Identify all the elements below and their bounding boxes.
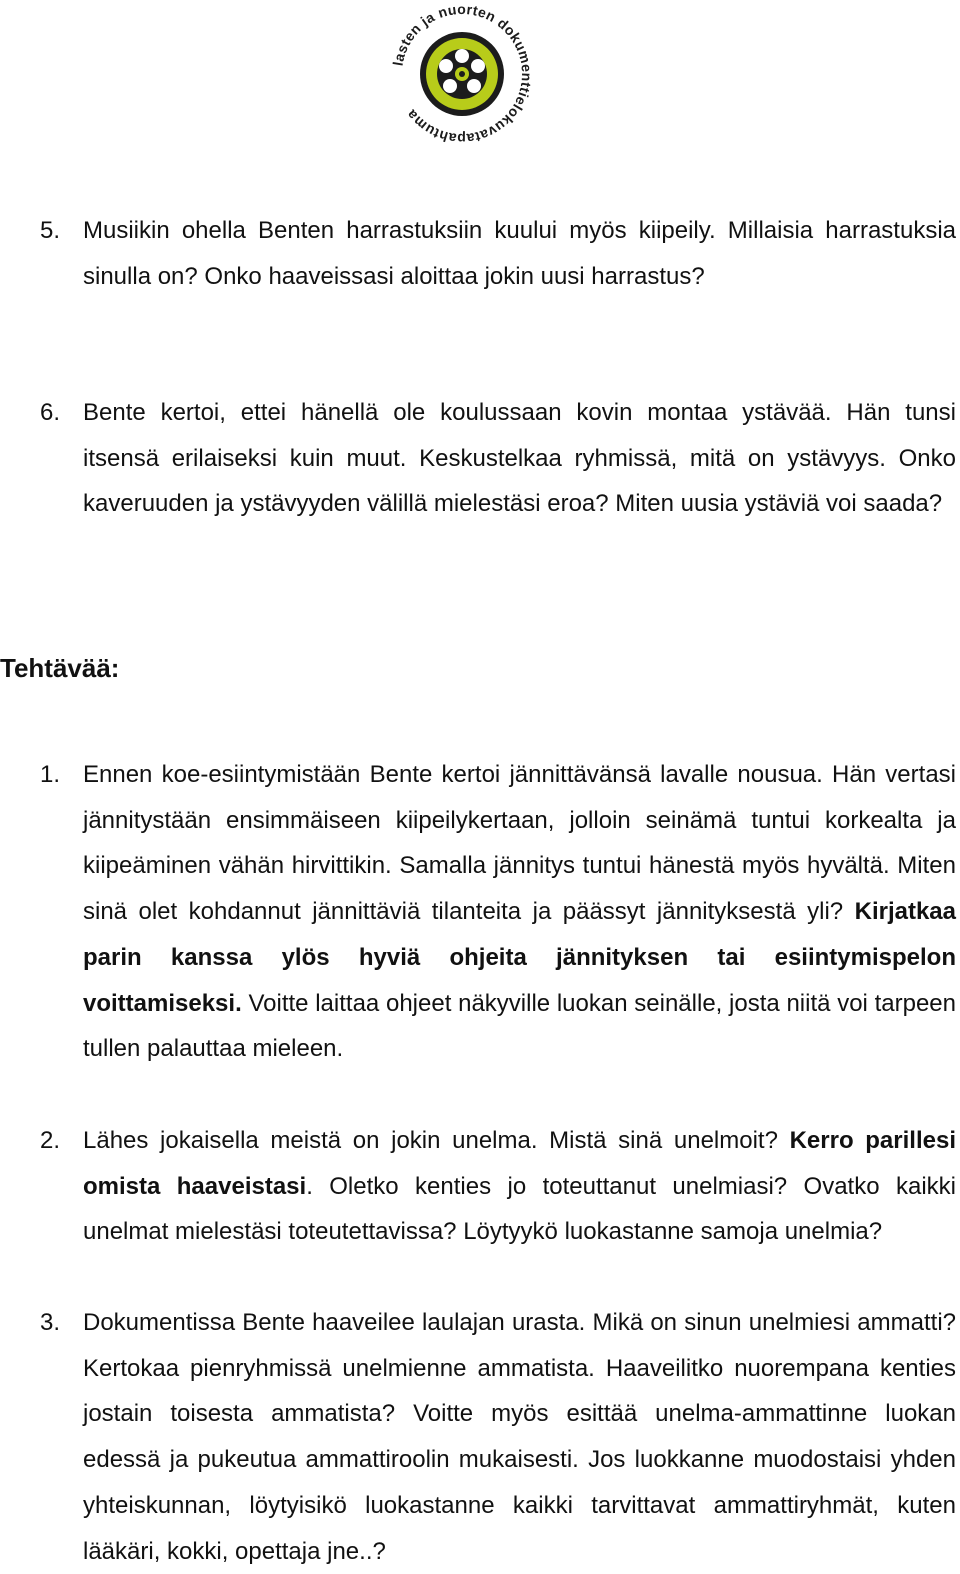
question-number: 5.: [40, 217, 61, 244]
task-bold-instruction: Kirjatkaa parin kanssa ylös hyviä ohjeita jännityksen tai esiintymispelon voittamiseksi.: [83, 898, 956, 1017]
task-text-part: Lähes jokaisella meistä on jokin unelma. Mistä sinä unelmoit?: [83, 1127, 790, 1154]
task-text-part: Ennen koe-esiintymistään Bente kertoi jännittävänsä lavalle nousua. Hän vertasi jännitystään ensimmäiseen kiipeilykertaan, jolloin seinämä tuntui korkealta ja kiipeäminen vähän hirvittikin. Samalla jännitys tuntui hänestä myös hyvältä. Miten sinä olet kohdannut jännittäviä tilanteita ja päässyt jännityksestä yli?: [83, 761, 956, 926]
task-text-part: Voitte laittaa ohjeet näkyville luokan seinälle, josta niitä voi tarpeen tullen palauttaa mieleen.: [83, 989, 956, 1063]
question-text: Musiikin ohella Benten harrastuksiin kuului myös kiipeily. Millaisia harrastuksia sinulla on? Onko haaveissasi aloittaa jokin uusi harrastus?: [83, 217, 956, 290]
task-2: [40, 1118, 956, 1255]
question-5: [40, 208, 956, 299]
task-text: [83, 752, 956, 1072]
task-number: 1.: [40, 761, 61, 788]
task-text-part: . Oletko kenties jo toteuttanut unelmiasi? Ovatko kaikki unelmat mielestäsi toteutettavissa? Löytyykö luokastanne samoja unelmia?: [83, 1172, 956, 1246]
question-6: [40, 390, 956, 527]
task-number: 3.: [40, 1309, 61, 1336]
task-bold-instruction: Kerro parillesi omista haaveistasi: [83, 1127, 956, 1200]
logo-text: lasten ja nuorten dokumenttielokuvatapahtuma: [389, 0, 536, 148]
task-3: [40, 1300, 956, 1574]
question-number: 6.: [40, 399, 61, 426]
task-number: 2.: [40, 1127, 61, 1154]
task-1: [40, 752, 956, 1072]
task-text: [83, 1118, 956, 1255]
film-reel-icon: [386, 0, 538, 148]
festival-logo: [386, 0, 538, 148]
section-heading: Tehtävää:: [0, 653, 120, 683]
task-text: Dokumentissa Bente haaveilee laulajan urasta. Mikä on sinun unelmiesi ammatti? Kertokaa pienryhmissä unelmienne ammatista. Haaveilitko nuorempana kenties jostain toisesta ammatista? Voitte myös esittää unelma-ammattinne luokan edessä ja pukeutua ammattiroolin mukaisesti. Jos luokkanne muodostaisi yhden yhteiskunnan, löytyisikö luokastanne kaikki tarvittavat ammattiryhmät, kuten lääkäri, kokki, opettaja jne..?: [83, 1309, 956, 1565]
question-text: Bente kertoi, ettei hänellä ole koulussaan kovin montaa ystävää. Hän tunsi itsensä erilaiseksi kuin muut. Keskustelkaa ryhmissä, mitä on ystävyys. Onko kaveruuden ja ystävyyden välillä mielestäsi eroa? Miten uusia ystäviä voi saada?: [83, 399, 956, 518]
